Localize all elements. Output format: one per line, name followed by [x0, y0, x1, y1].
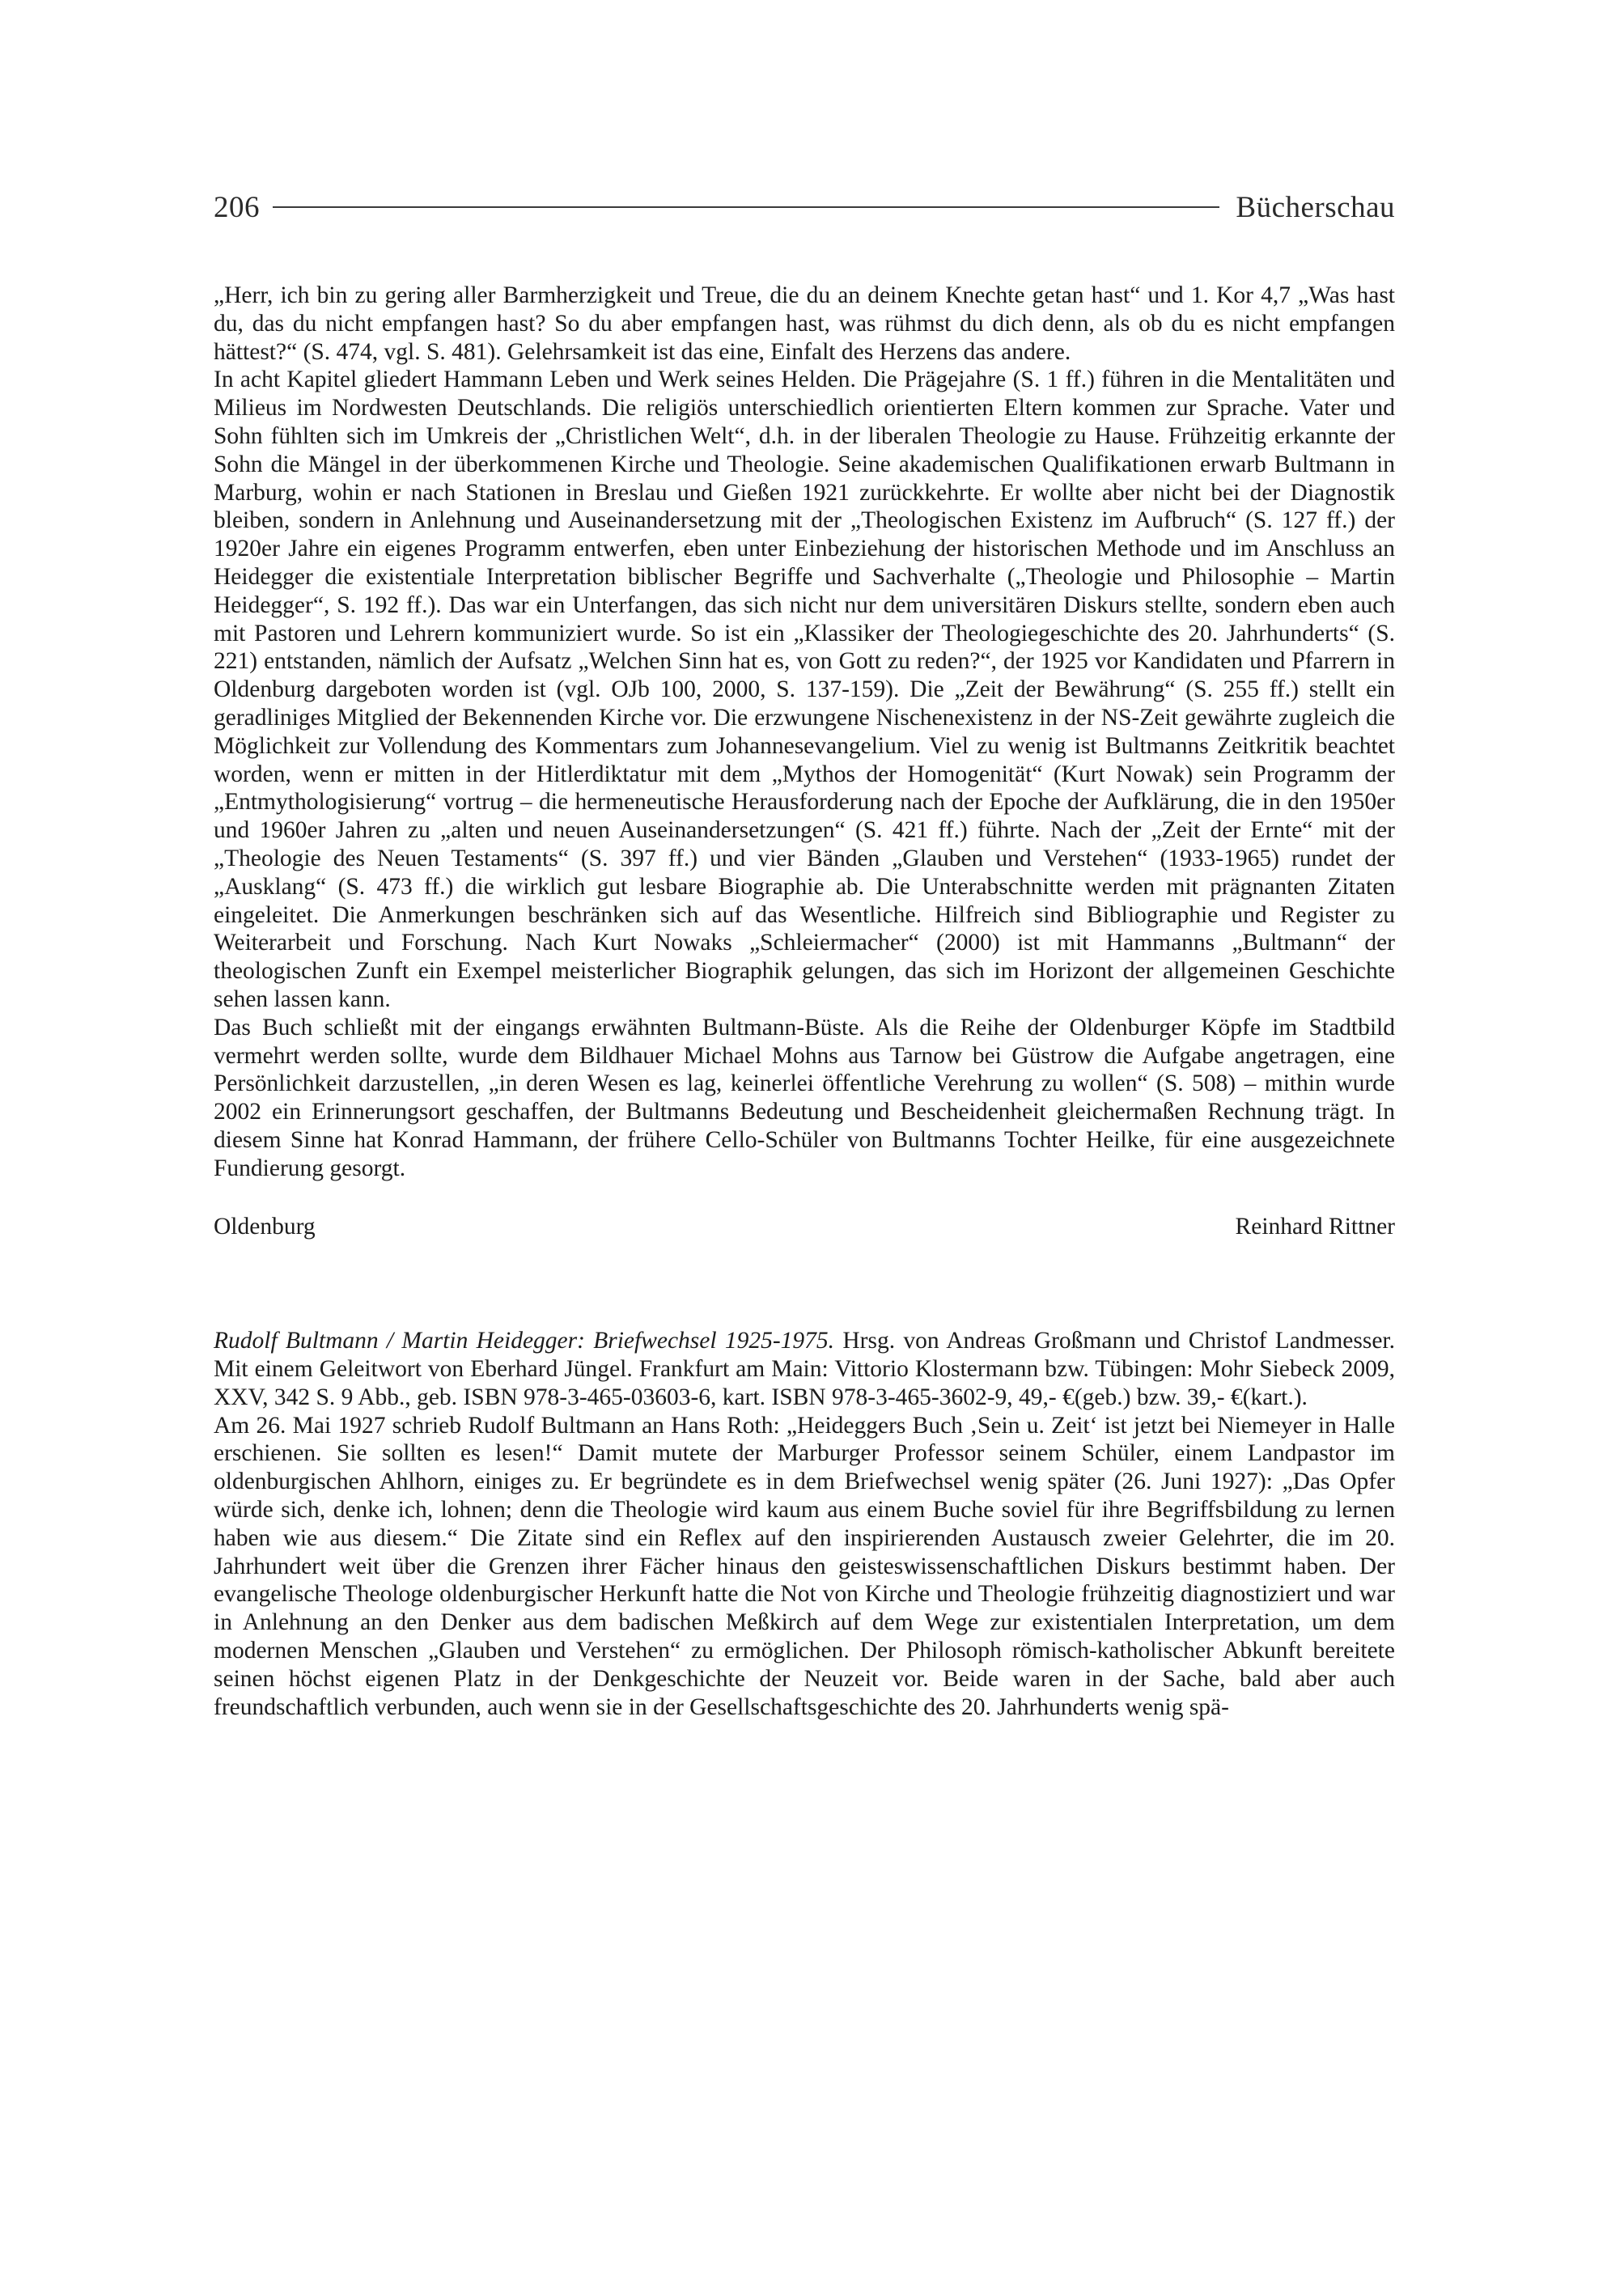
review-signature [214, 1213, 1395, 1241]
page-content [214, 282, 1395, 1721]
review-paragraph: Das Buch schließt mit der eingangs erwähnten Bultmann-Büste. Als die Reihe der Oldenburger Köpfe im Stadtbild vermehrt werden sollte, wurde dem Bildhauer Michael Mohns aus Tarnow bei Güstrow die Aufgabe angetragen, eine Persönlichkeit darzustellen, „in deren Wesen es lag, keinerlei öffentliche Verehrung zu wollen“ (S. 508) – mithin wurde 2002 ein Erinnerungsort geschaffen, der Bultmanns Bedeutung und Bescheidenheit gleichermaßen Rechnung trägt. In diesem Sinne hat Konrad Hammann, der frühere Cello-Schüler von Bultmanns Tochter Heilke, für eine ausgezeichnete Fundierung gesorgt. [214, 1014, 1395, 1181]
review-paragraph: „Herr, ich bin zu gering aller Barmherzigkeit und Treue, die du an deinem Knechte getan hast“ und 1. Kor 4,7 „Was hast du, das du nicht empfangen hast? So du aber empfangen hast, was rühmst du dich denn, als ob du es nicht empfangen hättest?“ (S. 474, vgl. S. 481). Gelehrsamkeit ist das eine, Einfalt des Herzens das andere. [214, 282, 1395, 365]
bibliographic-entry [214, 1327, 1395, 1411]
review-paragraph: In acht Kapitel gliedert Hammann Leben und Werk seines Helden. Die Prägejahre (S. 1 ff.) führen in die Mentalitäten und Milieus im Nordwesten Deutschlands. Die religiös unterschiedlich orientierten Eltern kommen zur Sprache. Vater und Sohn fühlten sich im Umkreis der „Christlichen Welt“, d.h. in der liberalen Theologie zu Hause. Frühzeitig erkannte der Sohn die Mängel in der überkommenen Kirche und Theologie. Seine akademischen Qualifikationen erwarb Bultmann in Marburg, wohin er nach Stationen in Breslau und Gießen 1921 zurückkehrte. Er wollte aber nicht bei der Diagnostik bleiben, sondern in Anlehnung und Auseinandersetzung mit der „Theologischen Existenz im Aufbruch“ (S. 127 ff.) der 1920er Jahre ein eigenes Programm entwerfen, eben unter Einbeziehung der historischen Methode und im Anschluss an Heidegger die existentiale Interpretation biblischer Begriffe und Sachverhalte („Theologie und Philosophie – Martin Heidegger“, S. 192 ff.). Das war ein Unterfangen, das sich nicht nur dem universitären Diskurs stellte, sondern eben auch mit Pastoren und Lehrern kommuniziert wurde. So ist ein „Klassiker der Theologiegeschichte des 20. Jahrhunderts“ (S. 221) entstanden, nämlich der Aufsatz „Welchen Sinn hat es, von Gott zu reden?“, der 1925 vor Kandidaten und Pfarrern in Oldenburg dargeboten worden ist (vgl. OJb 100, 2000, S. 137-159). Die „Zeit der Bewährung“ (S. 255 ff.) stellt ein geradliniges Mitglied der Bekennenden Kirche vor. Die erzwungene Nischenexistenz in der NS-Zeit gewährte zugleich die Möglichkeit zur Vollendung des Kommentars zum Johannesevangelium. Viel zu wenig ist Bultmanns Zeitkritik beachtet worden, wenn er mitten in der Hitlerdiktatur mit dem „Mythos der Homogenität“ (Kurt Nowak) sein Programm der „Entmythologisierung“ vortrug – die hermeneutische Herausforderung nach der Epoche der Aufklärung, die in den 1950er und 1960er Jahren zu „alten und neuen Auseinandersetzungen“ (S. 421 ff.) führte. Nach der „Zeit der Ernte“ mit der „Theologie des Neuen Testaments“ (S. 397 ff.) und vier Bänden „Glauben und Verstehen“ (1933-1965) rundet der „Ausklang“ (S. 473 ff.) die wirklich gut lesbare Biographie ab. Die Unterabschnitte werden mit prägnanten Zitaten eingeleitet. Die Anmerkungen beschränken sich auf das Wesentliche. Hilfreich sind Bibliographie und Register zu Weiterarbeit und Forschung. Nach Kurt Nowaks „Schleiermacher“ (2000) ist mit Hammanns „Bultmann“ der theologischen Zunft ein Exempel meisterlicher Biographik gelungen, das sich im Horizont der allgemeinen Geschichte sehen lassen kann. [214, 367, 1395, 1012]
reviewer-name: Reinhard Rittner [1235, 1213, 1395, 1240]
book-title: Rudolf Bultmann / Martin Heidegger: Briefwechsel 1925-1975. [214, 1328, 835, 1354]
review-bultmann-heidegger-briefwechsel [214, 1327, 1395, 1721]
page-number: 206 [214, 190, 260, 224]
header-rule [273, 206, 1219, 208]
review-hammann-bultmann [214, 282, 1395, 1240]
review-paragraph: Am 26. Mai 1927 schrieb Rudolf Bultmann an Hans Roth: „Heideggers Buch ‚Sein u. Zeit‘ ist jetzt bei Niemeyer in Halle erschienen. Sie sollten es lesen!“ Damit mutete der Marburger Professor seinem Schüler, einem Landpastor im oldenburgischen Ahlhorn, einiges zu. Er begründete es in dem Briefwechsel wenig später (26. Juni 1927): „Das Opfer würde sich, denke ich, lohnen; denn die Theologie wird kaum aus einem Buche soviel für ihre Begriffsbildung zu lernen haben wie aus diesem.“ Die Zitate sind ein Reflex auf den inspirierenden Austausch zweier Gelehrter, die im 20. Jahrhundert weit über die Grenzen ihrer Fächer hinaus den geisteswissenschaftlichen Diskurs bestimmt haben. Der evangelische Theologe oldenburgischer Herkunft hatte die Not von Kirche und Theologie frühzeitig diagnostiziert und war in Anlehnung an den Denker aus dem badischen Meßkirch auf dem Wege zur existentialen Interpretation, um dem modernen Menschen „Glauben und Verstehen“ zu ermöglichen. Der Philosoph römisch-katholischer Abkunft bereitete seinen höchst eigenen Platz in der Denkgeschichte der Neuzeit vor. Beide waren in der Sache, bald aber auch freundschaftlich verbunden, auch wenn sie in der Gesellschaftsgeschichte des 20. Jahrhunderts wenig spä- [214, 1412, 1395, 1720]
review-place: Oldenburg [214, 1213, 316, 1240]
review-separator [214, 1240, 1395, 1327]
running-header [214, 184, 1395, 230]
section-title: Bücherschau [1236, 190, 1395, 224]
book-publication-details: Hrsg. von Andreas Großmann und Christof Landmesser. Mit einem Geleitwort von Eberhard Jüngel. Frankfurt am Main: Vittorio Klostermann bzw. Tübingen: Mohr Siebeck 2009, XXV, 342 S. 9 Abb., geb. ISBN 978-3-465-03603-6, kart. ISBN 978-3-465-3602-9, 49,- €(geb.) bzw. 39,- €(kart.). [214, 1328, 1396, 1410]
